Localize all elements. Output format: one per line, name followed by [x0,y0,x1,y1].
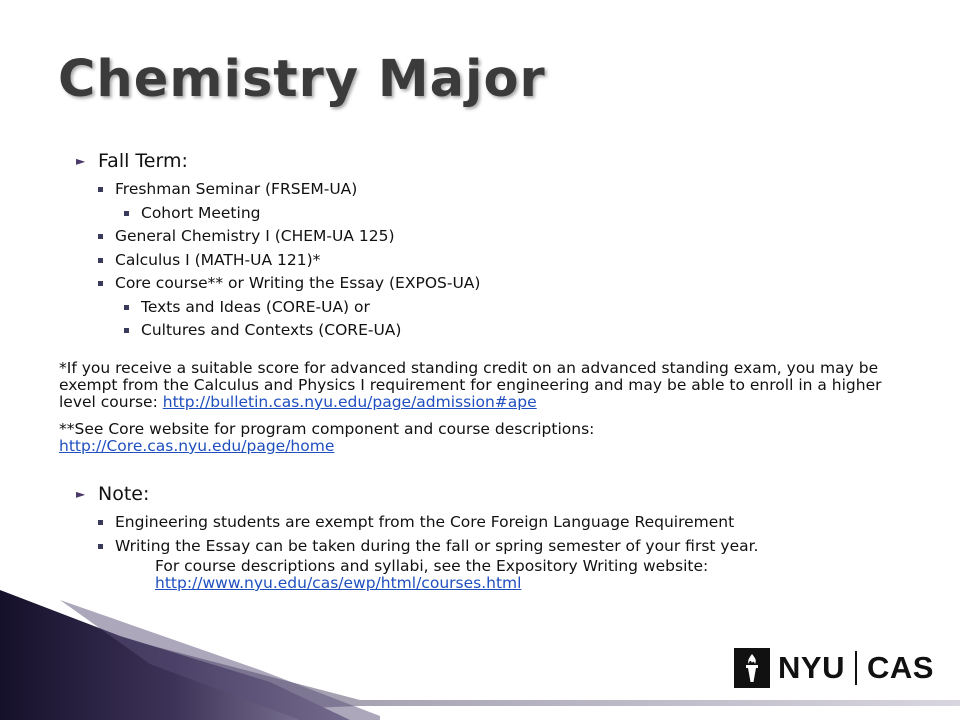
square-bullet-icon [98,544,103,549]
logo-nyu-text: NYU [778,650,845,685]
footnote-advanced-standing: *If you receive a suitable score for advanced standing credit on an advanced standing exam, you may be exempt from the Calculus and Physics I requirement for engineering and may be able to enroll in a higher level course: http://bulletin.cas.nyu.edu/page/admission#ape [59,359,882,411]
torch-icon [734,648,770,688]
square-bullet-icon [124,305,129,310]
nyu-cas-logo [734,648,934,688]
list-item: Cultures and Contexts (CORE-UA) [124,319,480,343]
list-item: Texts and Ideas (CORE-UA) or [124,296,480,320]
note-section [76,483,759,558]
list-item: Cohort Meeting [124,202,480,226]
arrow-bullet-icon: ► [76,487,86,501]
list-item: Freshman Seminar (FRSEM-UA) [98,178,480,202]
square-bullet-icon [98,258,103,263]
square-bullet-icon [98,281,103,286]
page-title: Chemistry Major [58,50,546,109]
fall-term-heading-row [76,150,480,172]
logo-divider [855,651,857,685]
square-bullet-icon [124,211,129,216]
square-bullet-icon [98,234,103,239]
square-bullet-icon [98,187,103,192]
square-bullet-icon [98,520,103,525]
note-heading: Note: [98,483,150,505]
list-item: Writing the Essay can be taken during the fall or spring semester of your first year. [98,535,759,559]
logo-cas-text: CAS [866,650,934,685]
list-item: Core course** or Writing the Essay (EXPOS-UA) [98,272,480,296]
expository-writing-note: For course descriptions and syllabi, see the Expository Writing website: http://www.nyu.edu/cas/ewp/html/courses.html [155,557,709,592]
square-bullet-icon [124,328,129,333]
footnote-core-website: **See Core website for program component and course descriptions: http://Core.cas.nyu.edu/page/home [59,420,595,455]
core-link[interactable]: http://Core.cas.nyu.edu/page/home [59,437,335,455]
arrow-bullet-icon: ► [76,154,86,168]
list-item: Calculus I (MATH-UA 121)* [98,249,480,273]
bulletin-link[interactable]: http://bulletin.cas.nyu.edu/page/admission#ape [162,393,537,411]
fall-term-heading: Fall Term: [98,150,188,172]
list-item: Engineering students are exempt from the Core Foreign Language Requirement [98,511,759,535]
note-heading-row [76,483,759,505]
expository-writing-link[interactable]: http://www.nyu.edu/cas/ewp/html/courses.html [155,574,522,592]
fall-term-section [76,150,480,343]
list-item: General Chemistry I (CHEM-UA 125) [98,225,480,249]
